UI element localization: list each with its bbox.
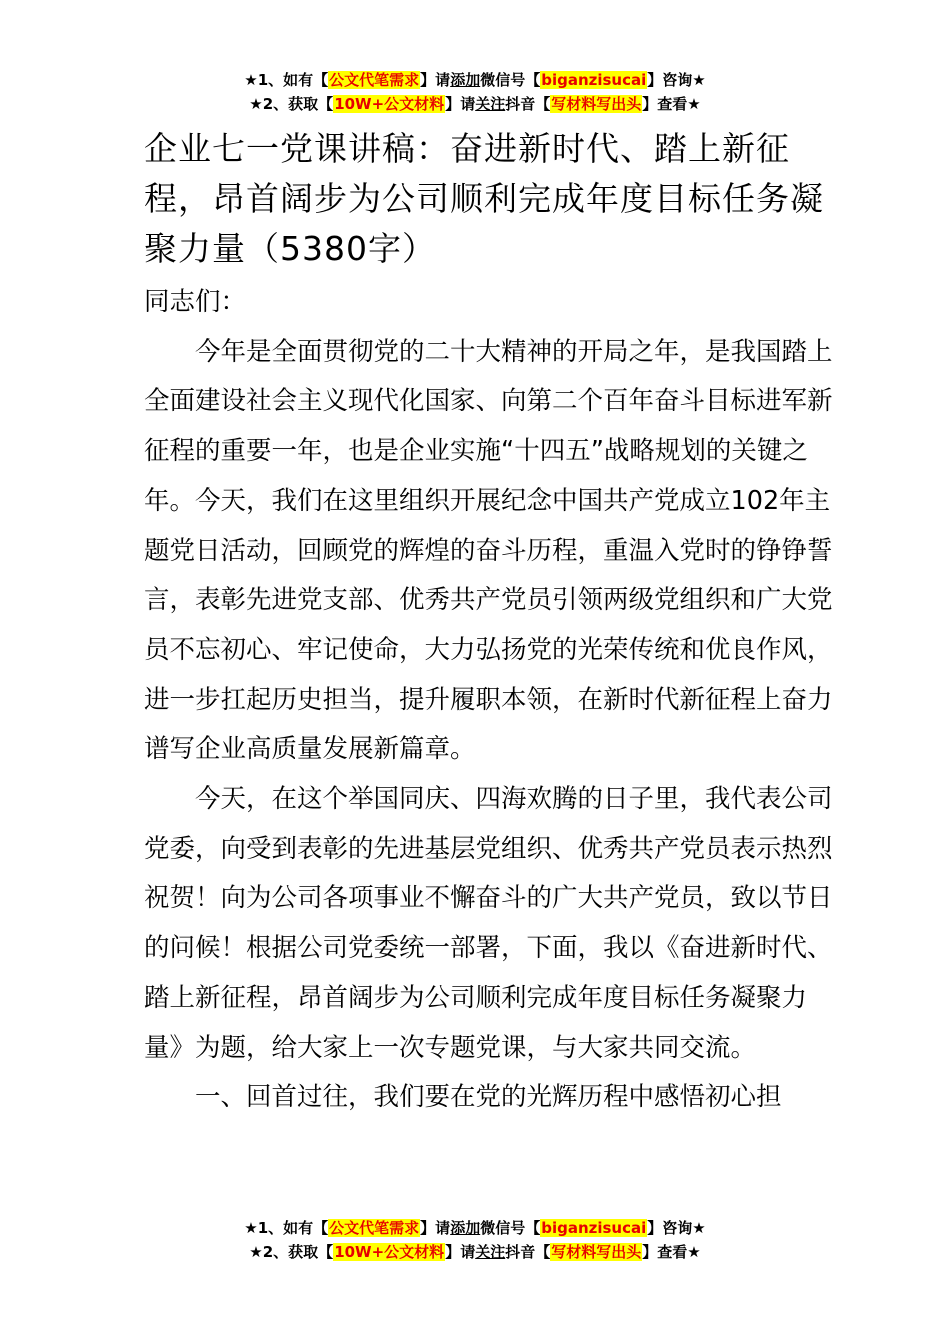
paragraph-1: 今年是全面贯彻党的二十大精神的开局之年，是我国踏上全面建设社会主义现代化国家、向第二个百年奋斗目标进军新征程的重要一年，也是企业实施“十四五”战略规划的关键之年。今天，我们在这里组织开展纪念中国共产党成立102年主题党日活动，回顾党的辉煌的奋斗历程，重温入党时的铮铮誓言，表彰先进党支部、优秀共产党员引领两级党组织和广大党员不忘初心、牢记使命，大力弘扬党的光荣传统和优良作风，进一步扛起历史担当，提升履职本领，在新时代新征程上奋力谱写企业高质量发展新篇章。 xyxy=(144,336,833,765)
highlight-materials: 10W+公文材料 xyxy=(334,95,445,113)
highlight-service: 公文代笔需求 xyxy=(329,71,420,89)
highlight-wechat-id: biganzisucai xyxy=(541,1219,647,1237)
highlight-douyin: 写材料写出头 xyxy=(551,1243,642,1261)
section-heading: 一、回首过往，我们要在党的光辉历程中感悟初心担 xyxy=(195,1082,782,1113)
highlight-service: 公文代笔需求 xyxy=(329,1219,420,1237)
promo-line-1: ★1、如有【公文代笔需求】请添加微信号【biganzisucai】咨询★ xyxy=(244,71,706,89)
promo-line-1: ★1、如有【公文代笔需求】请添加微信号【biganzisucai】咨询★ xyxy=(244,1219,706,1237)
highlight-materials: 10W+公文材料 xyxy=(334,1243,445,1261)
promo-banner-bottom xyxy=(0,1216,950,1264)
document-body xyxy=(144,278,834,1123)
promo-line-2: ★2、获取【10W+公文材料】请关注抖音【写材料写出头】查看★ xyxy=(249,1243,701,1261)
promo-line-2: ★2、获取【10W+公文材料】请关注抖音【写材料写出头】查看★ xyxy=(249,95,701,113)
salutation: 同志们： xyxy=(144,287,247,317)
promo-banner-top xyxy=(0,68,950,116)
paragraph-2: 今天，在这个举国同庆、四海欢腾的日子里，我代表公司党委，向受到表彰的先进基层党组织、优秀共产党员表示热烈祝贺！向为公司各项事业不懈奋斗的广大共产党员，致以节日的问候！根据公司党委统一部署，下面，我以《奋进新时代、踏上新征程，昂首阔步为公司顺利完成年度目标任务凝聚力量》为题，给大家上一次专题党课，与大家共同交流。 xyxy=(144,784,833,1063)
document-title: 企业七一党课讲稿：奋进新时代、踏上新征程，昂首阔步为公司顺利完成年度目标任务凝聚力量（5380字） xyxy=(144,129,824,268)
highlight-douyin: 写材料写出头 xyxy=(551,95,642,113)
highlight-wechat-id: biganzisucai xyxy=(541,71,647,89)
